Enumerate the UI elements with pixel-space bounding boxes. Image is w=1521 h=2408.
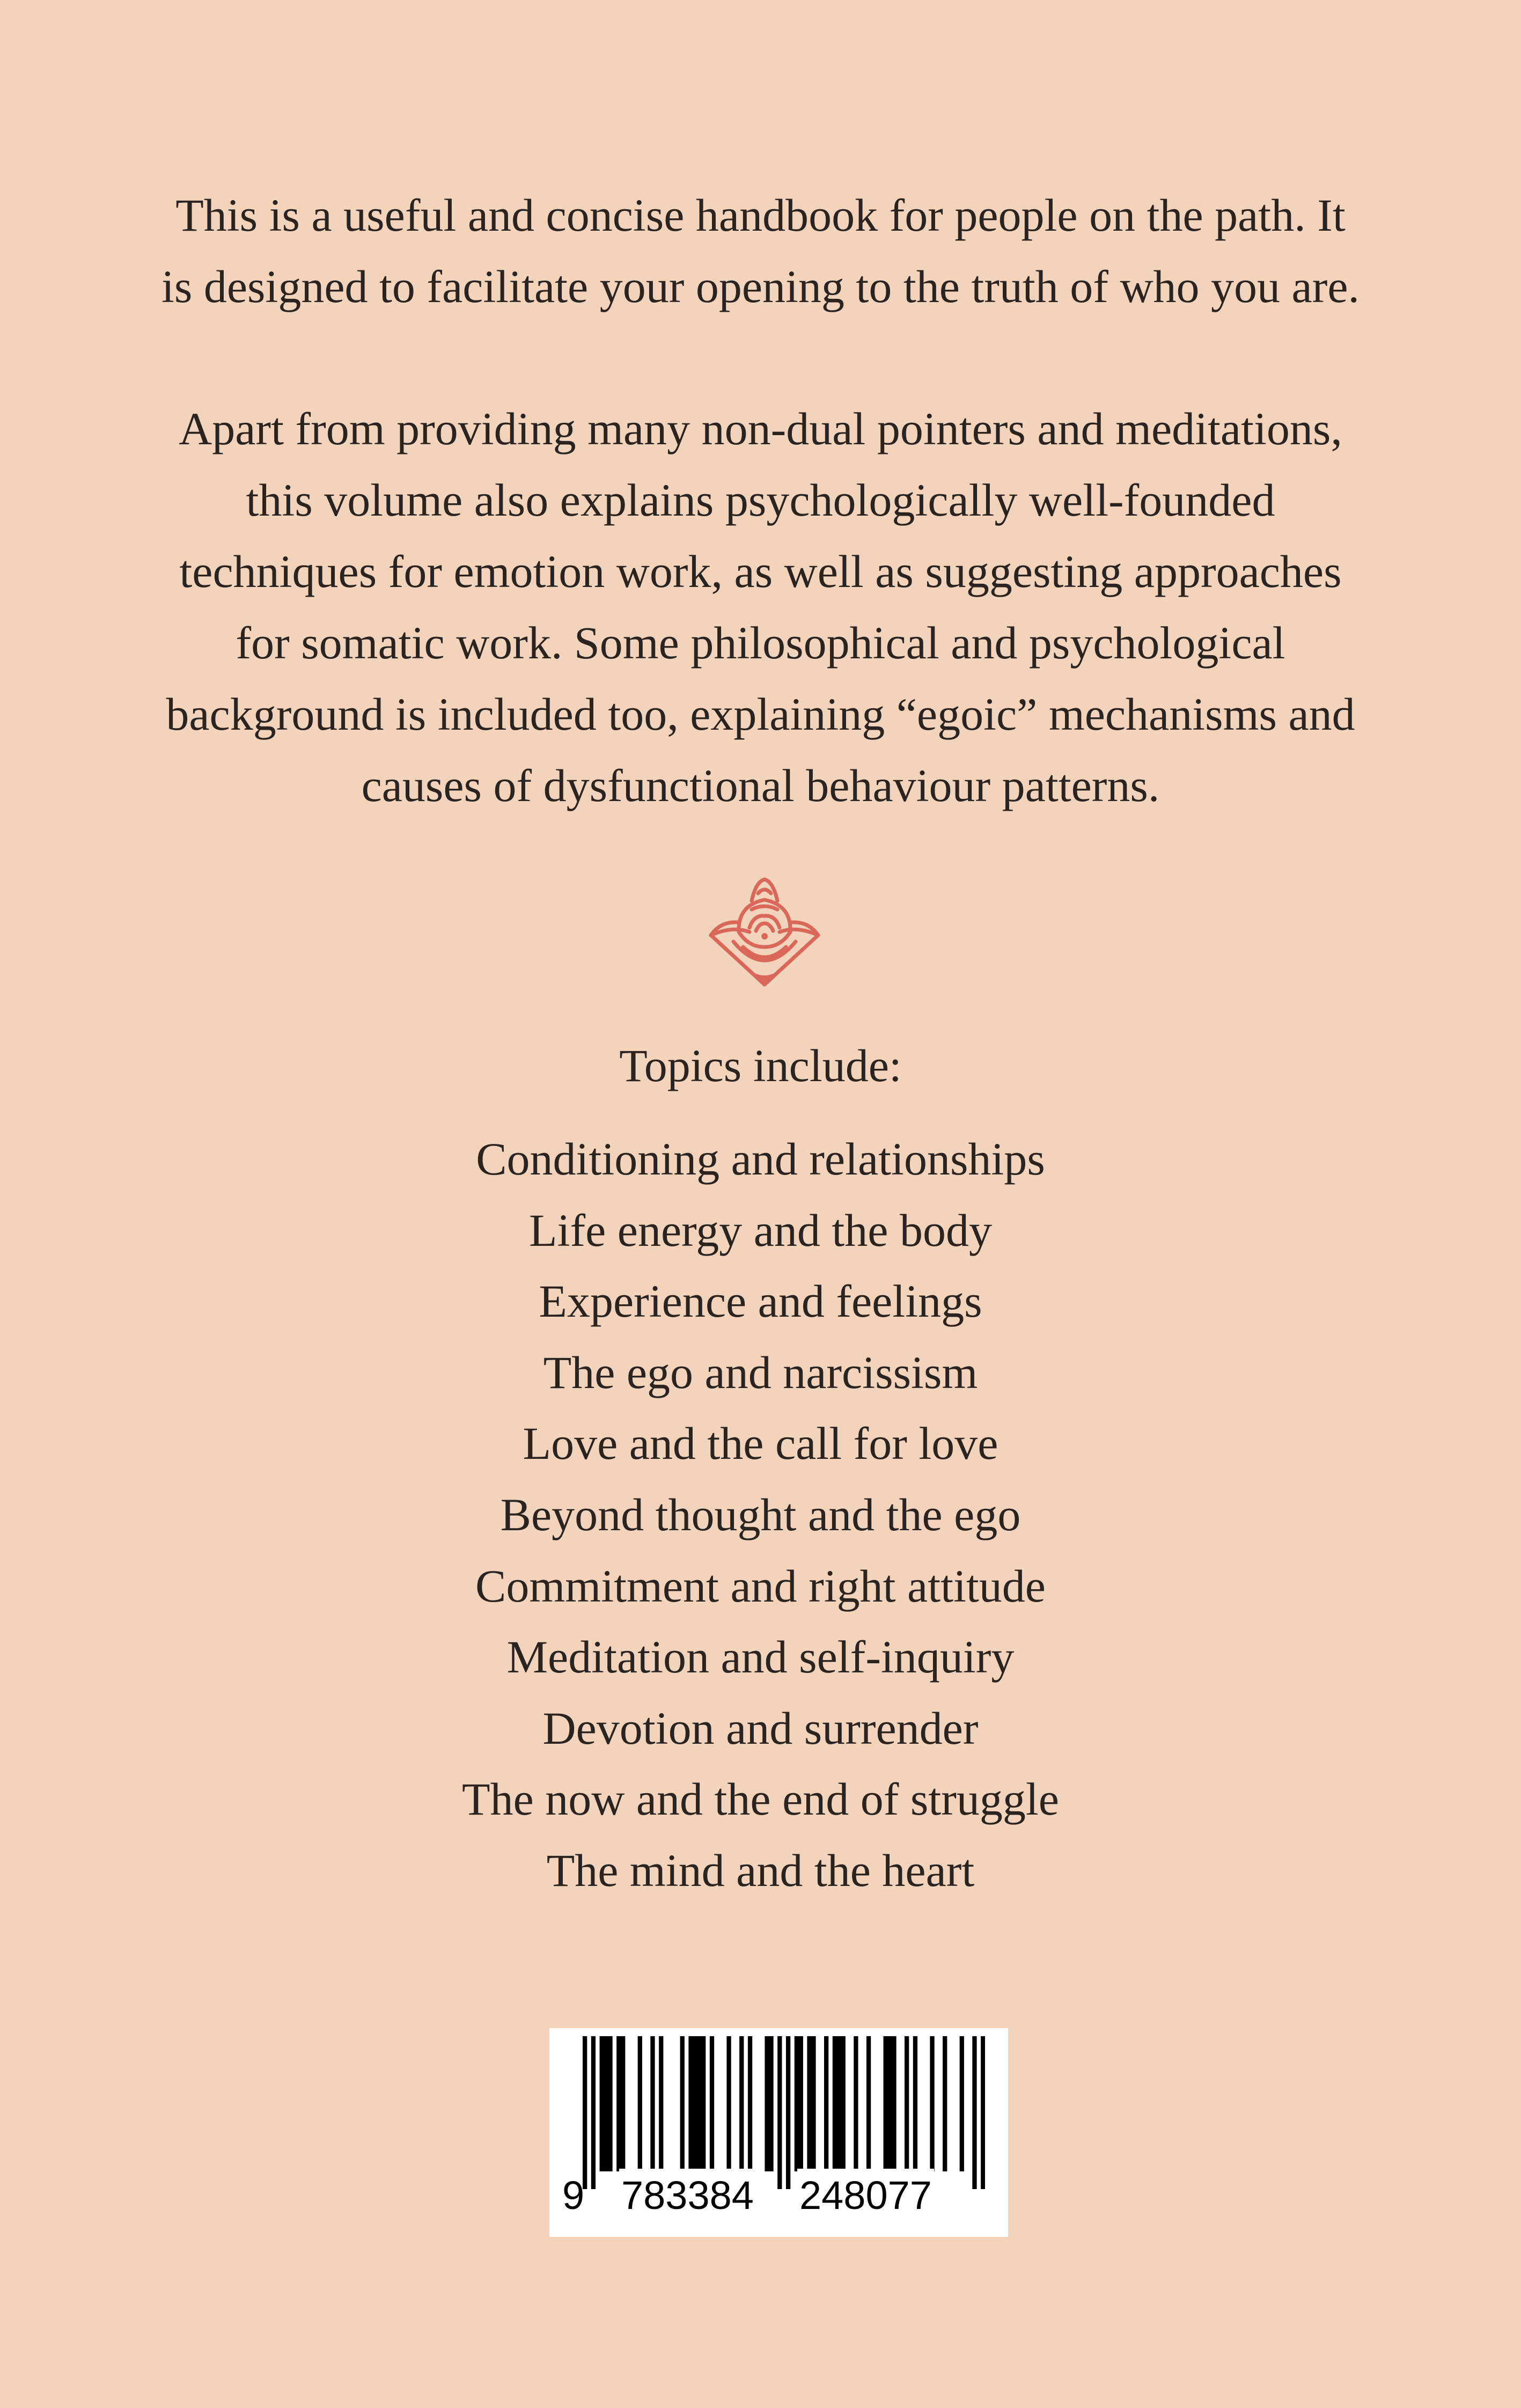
barcode-bar: [621, 2036, 625, 2171]
topic-item: Life energy and the body: [529, 1204, 992, 1256]
barcode-lead-digit: 9: [562, 2173, 585, 2218]
barcode-bar: [659, 2036, 663, 2171]
barcode-bar: [680, 2036, 685, 2171]
isbn-barcode: [549, 2028, 1008, 2237]
barcode-bar: [841, 2036, 846, 2171]
topic-item: The now and the end of struggle: [462, 1773, 1059, 1825]
barcode-bar: [739, 2036, 744, 2171]
barcode-bar: [866, 2036, 871, 2171]
paragraph-line: This is a useful and concise handbook for people on the path. It: [175, 189, 1346, 241]
barcode-bar: [583, 2036, 587, 2189]
topic-item: Love and the call for love: [523, 1418, 998, 1470]
barcode-bar: [638, 2036, 642, 2171]
barcode-bar: [960, 2036, 964, 2171]
topic-item: The ego and narcissism: [543, 1346, 978, 1398]
barcode-bar: [688, 2036, 693, 2171]
topics-heading: Topics include:: [619, 1040, 902, 1091]
topics-list: [0, 1124, 1521, 1906]
barcode-bar: [913, 2036, 917, 2171]
topic-item: Conditioning and relationships: [476, 1133, 1045, 1185]
paragraph-line: causes of dysfunctional behaviour patterns.: [361, 760, 1160, 811]
lotus-flower-icon: [700, 872, 829, 992]
paragraph-line: this volume also explains psychologically well-founded: [246, 474, 1275, 526]
topic-item: The mind and the heart: [546, 1844, 975, 1896]
barcode-bar: [799, 2036, 803, 2171]
paragraph-line: for somatic work. Some philosophical and psychological: [236, 617, 1285, 669]
paragraph-line: Apart from providing many non-dual pointers and meditations,: [179, 403, 1342, 454]
barcode-bar: [604, 2036, 608, 2171]
barcode-bar: [905, 2036, 909, 2171]
barcode-bar: [930, 2036, 934, 2171]
barcode-left-digits: 783384: [619, 2169, 756, 2222]
paragraph-line: techniques for emotion work, as well as suggesting approaches: [179, 546, 1342, 597]
barcode-bar: [748, 2036, 752, 2171]
barcode-bars: [583, 2036, 985, 2189]
barcode-bar: [887, 2036, 892, 2171]
barcode-bar: [616, 2036, 621, 2171]
barcode-bar: [854, 2036, 858, 2171]
barcode-bar: [833, 2036, 837, 2171]
barcode-bar: [807, 2036, 811, 2171]
barcode-bar: [710, 2036, 714, 2171]
paragraph-line: background is included too, explaining “egoic” mechanisms and: [166, 688, 1355, 740]
barcode-bar: [650, 2036, 655, 2171]
topic-item: Experience and feelings: [539, 1275, 982, 1327]
barcode-bar: [824, 2036, 828, 2171]
barcode-bar: [972, 2036, 976, 2189]
barcode-bar: [981, 2036, 985, 2189]
barcode-bar: [811, 2036, 815, 2171]
barcode-bar: [769, 2036, 773, 2171]
barcode-bar: [591, 2036, 596, 2189]
barcode-bar: [786, 2036, 790, 2189]
barcode-bar: [884, 2036, 888, 2171]
description-paragraph-1: [97, 180, 1424, 322]
topic-item: Meditation and self-inquiry: [506, 1631, 1015, 1683]
topic-item: Commitment and right attitude: [475, 1560, 1046, 1612]
barcode-bar: [837, 2036, 841, 2171]
barcode-bar: [777, 2036, 782, 2189]
barcode-bar: [608, 2036, 612, 2171]
barcode-bar: [600, 2036, 604, 2171]
paragraph-line: is designed to facilitate your opening to the truth of who you are.: [161, 261, 1360, 312]
barcode-bar: [693, 2036, 697, 2171]
topic-item: Beyond thought and the ego: [500, 1488, 1021, 1540]
barcode-bar: [943, 2036, 947, 2171]
barcode-bar: [795, 2036, 799, 2171]
barcode-bar: [892, 2036, 896, 2171]
barcode-bar: [765, 2036, 769, 2171]
barcode-bar: [701, 2036, 706, 2171]
topic-item: Devotion and surrender: [542, 1702, 979, 1754]
description-paragraph-2: [97, 393, 1424, 821]
barcode-bar: [726, 2036, 731, 2171]
barcode-bar: [697, 2036, 701, 2171]
barcode-right-digits: 248077: [797, 2169, 934, 2222]
